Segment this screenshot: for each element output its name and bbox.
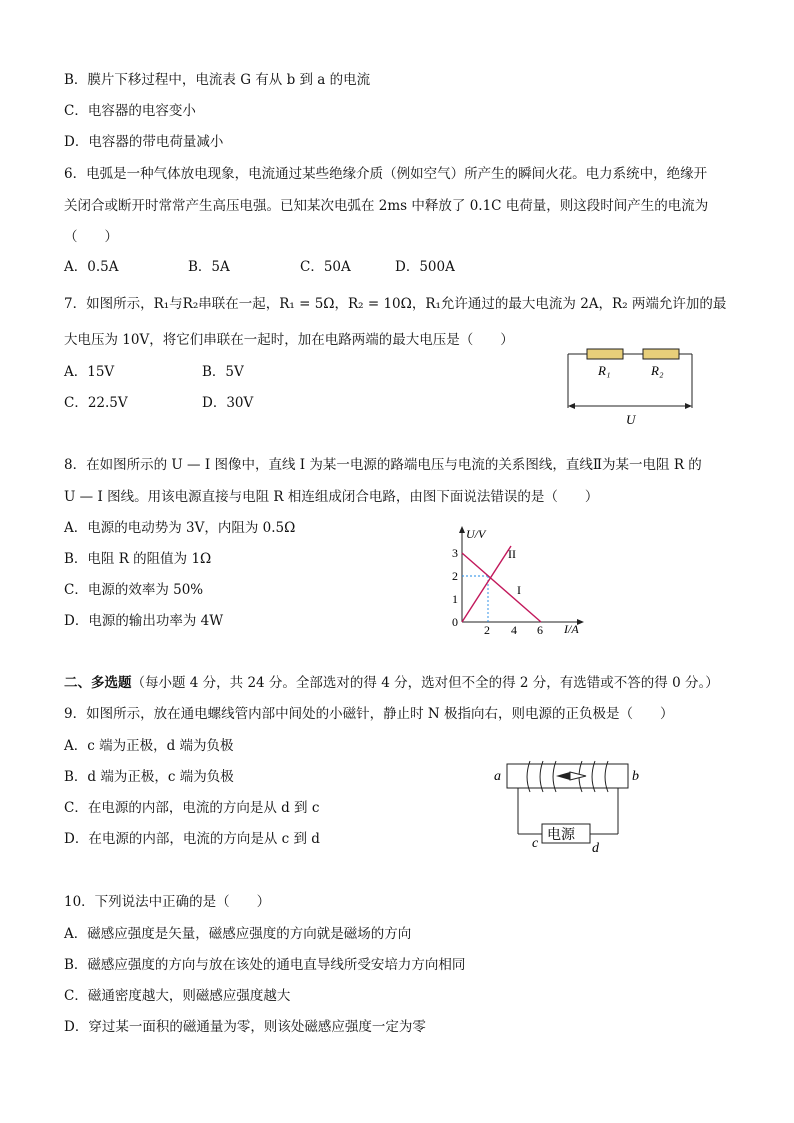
- terminal-a-label: a: [494, 769, 501, 784]
- compass-needle-north: [556, 772, 570, 780]
- u-label: U: [626, 412, 636, 427]
- voltage-arrow-right-head: [685, 403, 692, 409]
- q9-stem: 9．如图所示，放在通电螺线管内部中间处的小磁针，静止时 N 极指向右，则电源的正负极是（ ）: [64, 706, 674, 722]
- graph-ylabel: U/V: [466, 527, 486, 541]
- terminal-b-label: b: [632, 769, 639, 784]
- q9-option-b: B．d 端为正极，c 端为负极: [64, 769, 234, 785]
- solenoid-coil-5: [592, 761, 595, 792]
- terminal-c-label: c: [532, 836, 539, 851]
- q10-option-d: D．穿过某一面积的磁通量为零，则该处磁感应强度一定为零: [64, 1019, 426, 1035]
- q8-option-d: D．电源的输出功率为 4W: [64, 613, 224, 629]
- graph-origin: 0: [452, 615, 458, 629]
- series-circuit-figure: [560, 340, 710, 432]
- solenoid-coil-3: [553, 761, 556, 792]
- q10-option-b: B．磁感应强度的方向与放在该处的通电直导线所受安培力方向相同: [64, 957, 466, 973]
- graph-xtick-6: 6: [537, 623, 543, 637]
- q8-option-b: B．电阻 R 的阻值为 1Ω: [64, 551, 212, 567]
- solenoid-coil-1: [527, 761, 530, 792]
- graph-xtick-2: 2: [484, 623, 490, 637]
- graph-line-ii: [462, 546, 511, 622]
- q9-option-c: C．在电源的内部，电流的方向是从 d 到 c: [64, 800, 320, 816]
- graph-ytick-3: 3: [452, 546, 458, 560]
- q5-option-b: B．膜片下移过程中，电流表 G 有从 b 到 a 的电流: [64, 72, 371, 88]
- q8-stem-line1: 8．在如图所示的 U — I 图像中，直线 I 为某一电源的路端电压与电流的关系图线，直线Ⅱ为某一电阻 R 的: [64, 457, 702, 473]
- q8-option-c: C．电源的效率为 50%: [64, 582, 204, 598]
- q5-option-c: C．电容器的电容变小: [64, 103, 196, 119]
- solenoid-coil-2: [540, 761, 543, 792]
- solenoid-figure: [488, 758, 648, 854]
- q6-option-c: C．50A: [300, 259, 351, 275]
- q8-stem-line2: U — I 图线。用该电源直接与电阻 R 相连组成闭合电路，由图下面说法错误的是（ ）: [64, 489, 599, 505]
- q7-option-c: C．22.5V: [64, 395, 128, 411]
- graph-xlabel: I/A: [564, 622, 579, 636]
- q7-option-d: D．30V: [202, 395, 254, 411]
- q6-answer-paren: （ ）: [64, 229, 118, 245]
- q8-option-a: A．电源的电动势为 3V，内阻为 0.5Ω: [64, 520, 296, 536]
- graph-line-i: [462, 553, 541, 622]
- graph-ytick-1: 1: [452, 592, 458, 606]
- graph-ytick-2: 2: [452, 569, 458, 583]
- q5-option-d: D．电容器的带电荷量减小: [64, 134, 224, 150]
- resistor-r2: [643, 349, 679, 359]
- q7-stem-line1: 7．如图所示，R₁与R₂串联在一起，R₁ = 5Ω，R₂ = 10Ω，R₁允许通过的最大电流为 2A，R₂ 两端允许加的最: [64, 296, 727, 312]
- graph-xtick-4: 4: [511, 623, 517, 637]
- q6-stem-line1: 6．电弧是一种气体放电现象，电流通过某些绝缘介质（例如空气）所产生的瞬间火花。电力系统中，绝缘开: [64, 166, 708, 182]
- terminal-d-label: d: [592, 841, 599, 854]
- section2-note: （每小题 4 分，共 24 分。全部选对的得 4 分，选对但不全的得 2 分，有选错或不答的得 0 分。）: [131, 675, 719, 691]
- q10-stem: 10．下列说法中正确的是（ ）: [64, 894, 271, 910]
- u-i-graph: [440, 522, 590, 638]
- r1-label: R₁: [598, 363, 611, 378]
- r2-label: R₂: [651, 363, 664, 378]
- q10-option-a: A．磁感应强度是矢量，磁感应强度的方向就是磁场的方向: [64, 926, 412, 942]
- q6-option-a: A．0.5A: [64, 259, 119, 275]
- section2-title: 二、多选题: [64, 675, 132, 691]
- q6-option-b: B．5A: [188, 259, 230, 275]
- q7-option-a: A．15V: [64, 364, 115, 380]
- q7-option-b: B．5V: [202, 364, 244, 380]
- section2-header: [64, 674, 719, 692]
- q9-option-d: D．在电源的内部，电流的方向是从 c 到 d: [64, 831, 320, 847]
- power-source-label: 电源: [547, 828, 575, 843]
- q6-stem-line2: 关闭合或断开时常常产生高压电强。已知某次电弧在 2ms 中释放了 0.1C 电荷量，则这段时间产生的电流为: [64, 198, 709, 214]
- q9-option-a: A．c 端为正极，d 端为负极: [64, 738, 234, 754]
- q10-option-c: C．磁通密度越大，则磁感应强度越大: [64, 988, 291, 1004]
- graph-line-i-label: I: [517, 583, 521, 597]
- graph-y-axis-arrow: [459, 526, 465, 533]
- resistor-r1: [587, 349, 623, 359]
- graph-line-ii-label: II: [508, 547, 516, 561]
- solenoid-coil-6: [605, 761, 608, 792]
- q6-option-d: D．500A: [395, 259, 455, 275]
- voltage-arrow-left-head: [568, 403, 575, 409]
- compass-needle-south: [570, 772, 586, 780]
- q7-stem-line2: 大电压为 10V，将它们串联在一起时，加在电路两端的最大电压是（ ）: [64, 332, 514, 348]
